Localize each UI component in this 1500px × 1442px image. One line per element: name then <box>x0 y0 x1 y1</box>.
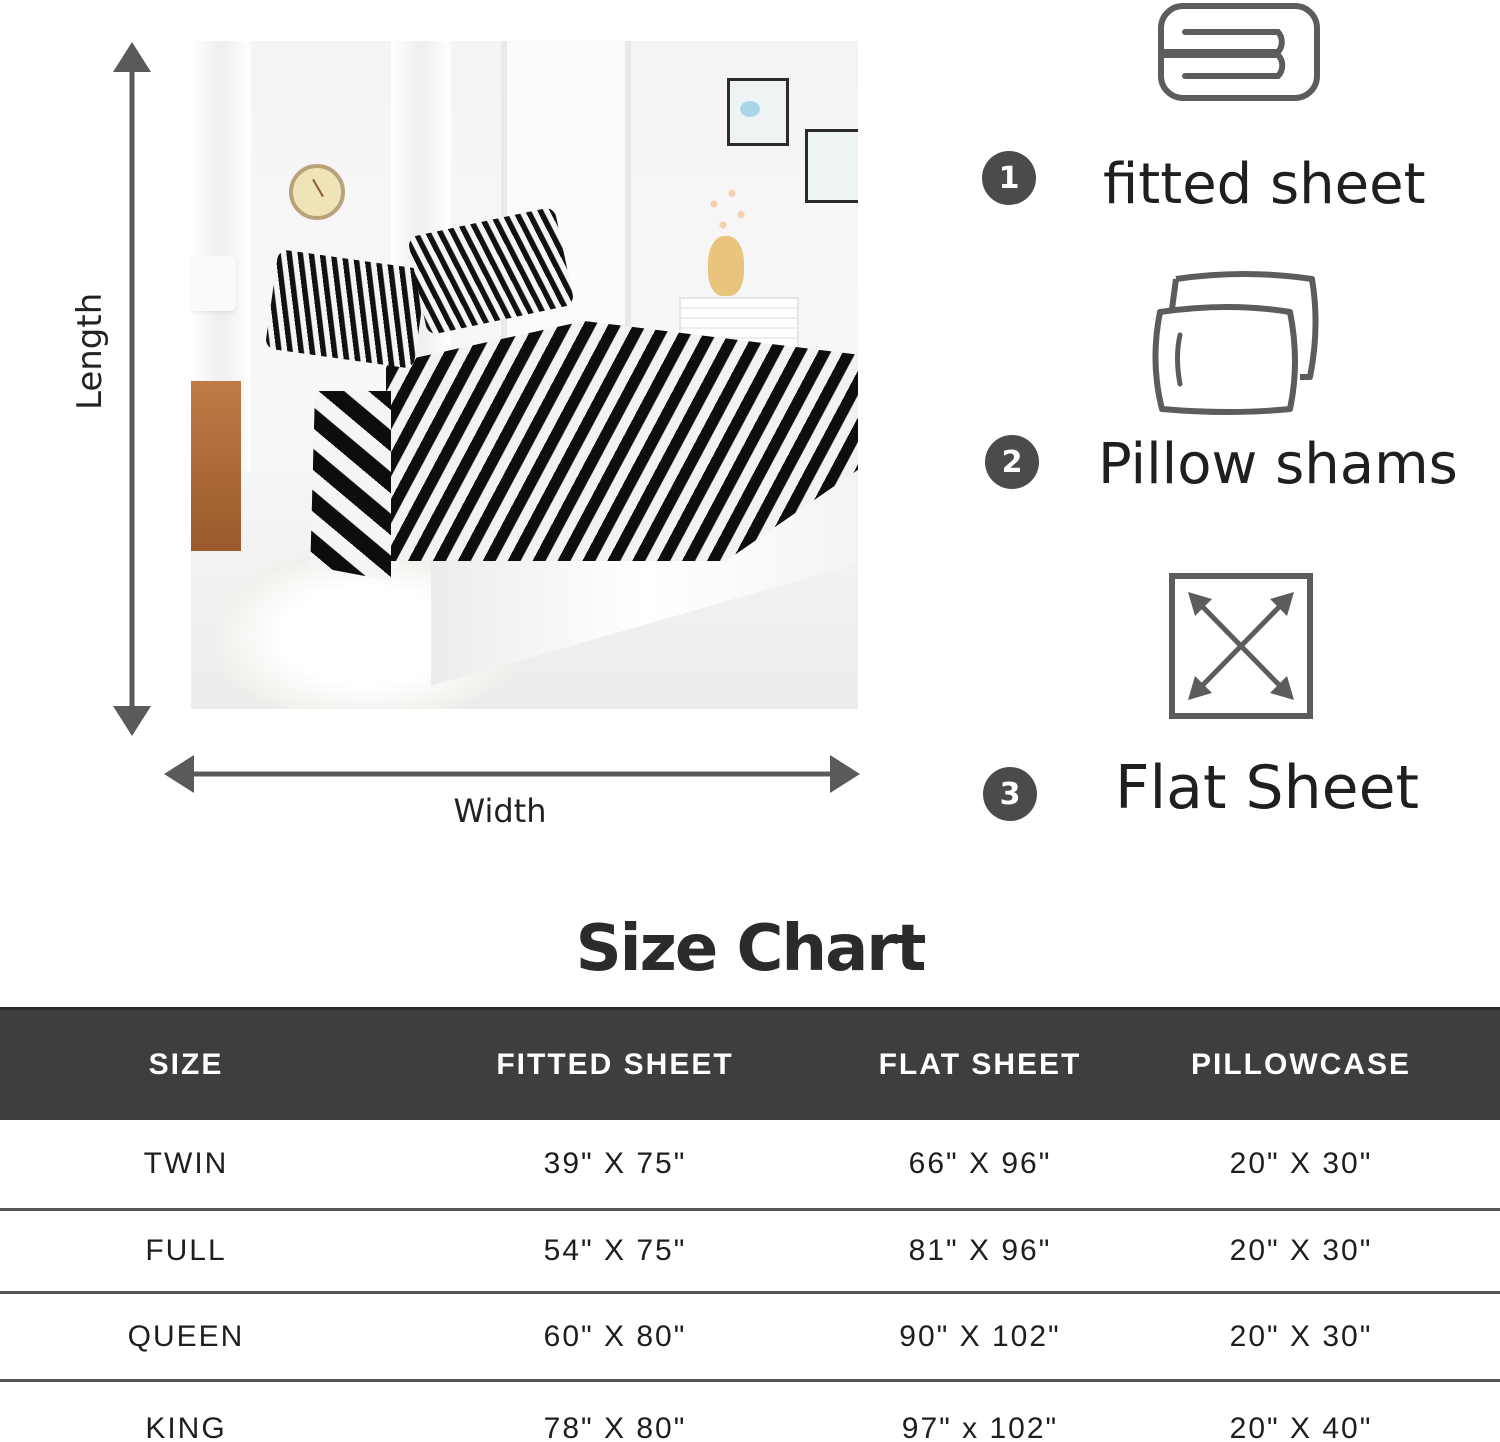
cell-pillowcase: 20" X 30" <box>1229 1146 1373 1180</box>
cell-pillowcase: 20" X 30" <box>1229 1319 1373 1353</box>
table-header-row <box>0 1009 1500 1120</box>
width-label: Width <box>453 792 547 830</box>
wall-picture <box>805 129 858 203</box>
table-row <box>0 1381 1500 1442</box>
folded-sheet-icon <box>1158 3 1320 101</box>
size-chart-title: Size Chart <box>575 912 925 986</box>
cell-fitted-sheet: 54" X 75" <box>543 1234 687 1267</box>
wall-clock <box>289 164 345 220</box>
cell-flat-sheet: 81" X 96" <box>908 1234 1052 1267</box>
length-arrow-icon <box>112 42 152 736</box>
zebra-pillow-sham <box>265 249 427 369</box>
cell-flat-sheet: 66" X 96" <box>908 1146 1052 1180</box>
cell-size: KING <box>145 1411 227 1442</box>
cell-fitted-sheet: 78" X 80" <box>543 1411 687 1442</box>
item-label-pillow-shams: Pillow shams <box>1098 432 1458 497</box>
item-number-badge: 3 <box>983 767 1037 821</box>
column-header-size: SIZE <box>148 1047 224 1081</box>
cell-pillowcase: 20" X 40" <box>1229 1411 1373 1442</box>
lamp <box>191 256 236 311</box>
table-row <box>0 1120 1500 1210</box>
cell-size: FULL <box>145 1234 227 1267</box>
vase <box>708 236 744 296</box>
column-header-pillowcase: PILLOWCASE <box>1191 1047 1411 1081</box>
table-row <box>0 1210 1500 1293</box>
width-arrow-icon <box>164 755 860 793</box>
cell-size: QUEEN <box>127 1319 245 1353</box>
wall-picture <box>727 78 789 146</box>
nightstand <box>191 381 241 551</box>
item-label-flat-sheet: Flat Sheet <box>1115 753 1420 823</box>
pillows-icon <box>1150 267 1320 417</box>
product-photo <box>191 41 858 709</box>
size-chart-table <box>0 1007 1500 1442</box>
cell-flat-sheet: 90" X 102" <box>899 1319 1061 1353</box>
cell-size: TWIN <box>143 1146 229 1180</box>
item-number-badge: 1 <box>982 151 1036 205</box>
expand-arrows-box-icon <box>1168 572 1318 720</box>
item-number-badge: 2 <box>985 435 1039 489</box>
length-label: Length <box>70 292 110 410</box>
item-label-fitted-sheet: fitted sheet <box>1103 152 1426 217</box>
cell-fitted-sheet: 39" X 75" <box>543 1146 687 1180</box>
cell-fitted-sheet: 60" X 80" <box>543 1319 687 1353</box>
cell-flat-sheet: 97" x 102" <box>901 1411 1059 1442</box>
column-header-flat-sheet: FLAT SHEET <box>878 1047 1082 1081</box>
column-header-fitted-sheet: FITTED SHEET <box>496 1047 734 1081</box>
cell-pillowcase: 20" X 30" <box>1229 1234 1373 1267</box>
table-row <box>0 1293 1500 1381</box>
